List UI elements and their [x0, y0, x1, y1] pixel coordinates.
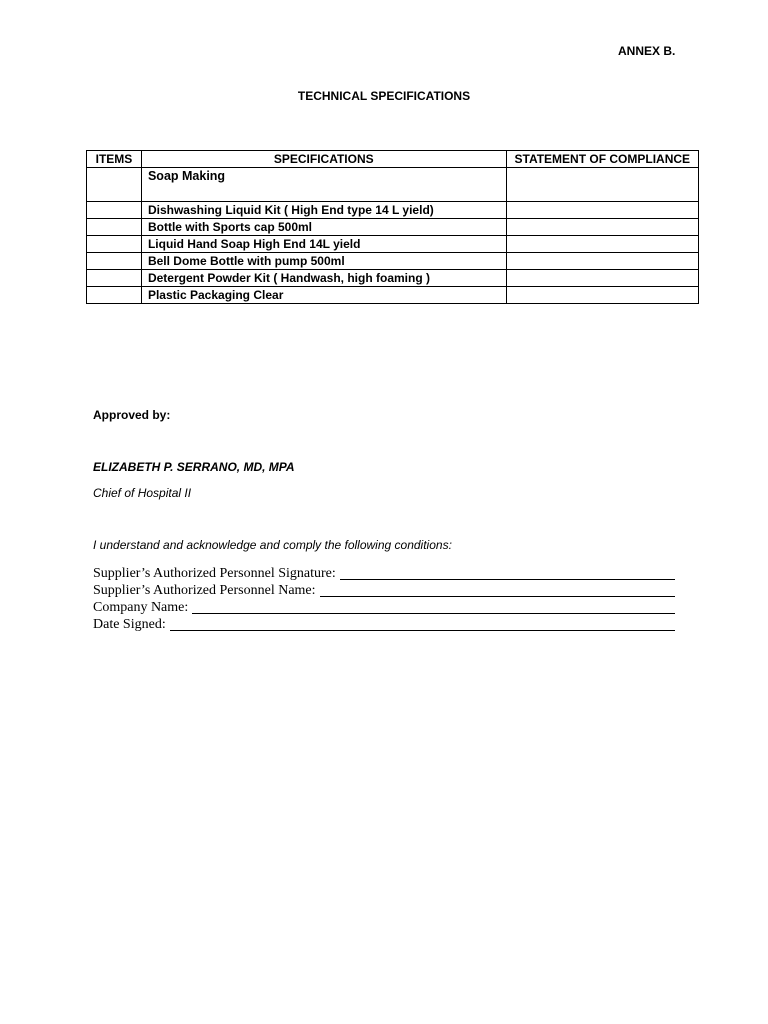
- company-name-field-label: Company Name:: [93, 600, 189, 615]
- compliance-cell: [506, 270, 698, 287]
- compliance-cell: [506, 219, 698, 236]
- compliance-cell: [506, 236, 698, 253]
- table-section-row: [87, 168, 699, 202]
- spec-cell: Plastic Packaging Clear: [141, 287, 506, 304]
- company-name-field: [93, 599, 675, 616]
- compliance-cell: [506, 168, 698, 202]
- specifications-table: [86, 150, 699, 304]
- annex-label: ANNEX B.: [618, 44, 676, 58]
- table-cell: [87, 253, 142, 270]
- table-cell: [87, 202, 142, 219]
- table-cell: [87, 219, 142, 236]
- spec-cell: Dishwashing Liquid Kit ( High End type 14 L yield): [141, 202, 506, 219]
- table-row: [87, 236, 699, 253]
- spec-cell: Bottle with Sports cap 500ml: [141, 219, 506, 236]
- document-title: TECHNICAL SPECIFICATIONS: [297, 89, 471, 103]
- personnel-name-blank-line: [320, 583, 675, 597]
- supplier-fields: [93, 565, 675, 633]
- table-row: [87, 202, 699, 219]
- date-signed-field: [93, 616, 675, 633]
- compliance-cell: [506, 253, 698, 270]
- column-header-compliance: STATEMENT OF COMPLIANCE: [506, 151, 698, 168]
- table-cell: [87, 287, 142, 304]
- table-cell: [87, 270, 142, 287]
- spec-cell: Detergent Powder Kit ( Handwash, high foaming ): [141, 270, 506, 287]
- table-cell: [87, 236, 142, 253]
- table-row: [87, 287, 699, 304]
- approved-by-label: Approved by:: [93, 408, 171, 422]
- spec-cell: Bell Dome Bottle with pump 500ml: [141, 253, 506, 270]
- personnel-name-field: [93, 582, 675, 599]
- signature-blank-line: [340, 566, 675, 580]
- column-header-items: ITEMS: [87, 151, 142, 168]
- signature-field-label: Supplier’s Authorized Personnel Signature:: [93, 566, 336, 581]
- approver-name: ELIZABETH P. SERRANO, MD, MPA: [93, 460, 295, 474]
- personnel-name-field-label: Supplier’s Authorized Personnel Name:: [93, 583, 316, 598]
- signature-field: [93, 565, 675, 582]
- column-header-specifications: SPECIFICATIONS: [141, 151, 506, 168]
- table-row: [87, 219, 699, 236]
- date-signed-blank-line: [170, 617, 675, 631]
- date-signed-field-label: Date Signed:: [93, 617, 166, 632]
- compliance-cell: [506, 287, 698, 304]
- section-label: Soap Making: [141, 168, 506, 202]
- company-name-blank-line: [192, 600, 675, 614]
- table-header-row: [87, 151, 699, 168]
- table-row: [87, 270, 699, 287]
- approver-position: Chief of Hospital II: [93, 486, 192, 500]
- table-cell: [87, 168, 142, 202]
- compliance-cell: [506, 202, 698, 219]
- table-row: [87, 253, 699, 270]
- spec-cell: Liquid Hand Soap High End 14L yield: [141, 236, 506, 253]
- acknowledgement-statement: I understand and acknowledge and comply the following conditions:: [93, 538, 452, 552]
